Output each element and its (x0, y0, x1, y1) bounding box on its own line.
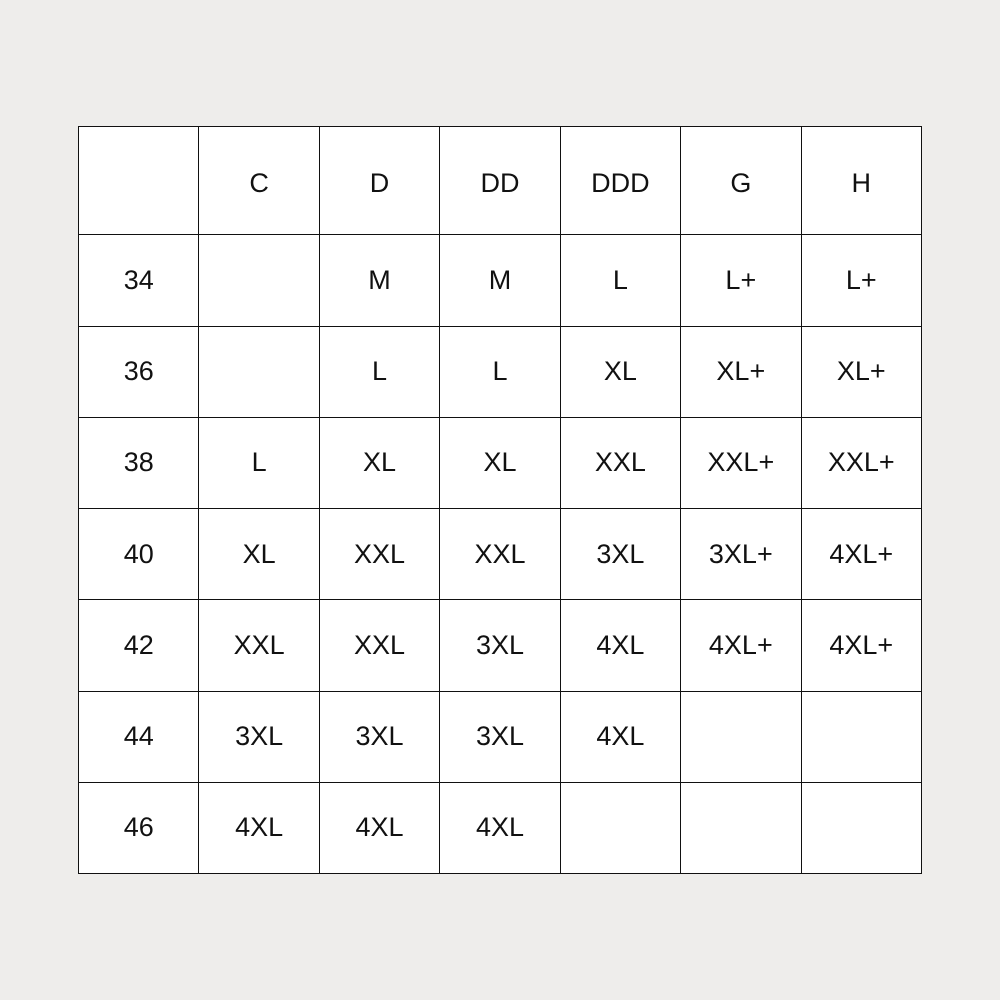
size-cell: 4XL (199, 782, 319, 873)
size-cell: 4XL (560, 600, 680, 691)
cup-size-header: DDD (560, 127, 680, 235)
size-cell: 4XL (319, 782, 439, 873)
size-cell (801, 782, 921, 873)
size-cell: L (560, 235, 680, 326)
size-cell: 3XL (440, 600, 560, 691)
size-cell: 3XL (319, 691, 439, 782)
size-cell: L+ (681, 235, 801, 326)
band-size-label: 46 (79, 782, 199, 873)
table-row (79, 235, 922, 326)
size-cell: XL (560, 326, 680, 417)
size-cell (681, 782, 801, 873)
band-size-label: 36 (79, 326, 199, 417)
size-cell: XL (199, 509, 319, 600)
size-cell: L (199, 417, 319, 508)
size-cell (801, 691, 921, 782)
cup-size-header: C (199, 127, 319, 235)
size-cell: 3XL (560, 509, 680, 600)
header-row (79, 127, 922, 235)
size-cell: 4XL (440, 782, 560, 873)
size-cell: XXL+ (681, 417, 801, 508)
table-row (79, 782, 922, 873)
size-cell (681, 691, 801, 782)
size-cell: XXL (199, 600, 319, 691)
table-row (79, 417, 922, 508)
size-chart-body (79, 127, 922, 874)
size-cell: XXL (319, 509, 439, 600)
size-cell: 3XL+ (681, 509, 801, 600)
size-cell: XXL+ (801, 417, 921, 508)
band-size-label: 38 (79, 417, 199, 508)
size-cell: XL (319, 417, 439, 508)
size-cell: 4XL+ (681, 600, 801, 691)
table-row (79, 326, 922, 417)
size-cell: XL+ (681, 326, 801, 417)
size-cell: M (440, 235, 560, 326)
table-row (79, 691, 922, 782)
size-cell: M (319, 235, 439, 326)
size-cell: 4XL+ (801, 509, 921, 600)
band-size-label: 40 (79, 509, 199, 600)
size-cell (199, 326, 319, 417)
size-cell (199, 235, 319, 326)
size-cell: 4XL+ (801, 600, 921, 691)
corner-cell (79, 127, 199, 235)
size-chart (78, 126, 922, 874)
size-cell: XXL (319, 600, 439, 691)
band-size-label: 34 (79, 235, 199, 326)
size-cell: XXL (440, 509, 560, 600)
size-chart-table (78, 126, 922, 874)
size-cell: L (319, 326, 439, 417)
table-row (79, 600, 922, 691)
size-cell: L (440, 326, 560, 417)
size-cell: XL (440, 417, 560, 508)
size-cell (560, 782, 680, 873)
size-cell: 3XL (440, 691, 560, 782)
cup-size-header: D (319, 127, 439, 235)
band-size-label: 44 (79, 691, 199, 782)
size-cell: L+ (801, 235, 921, 326)
cup-size-header: H (801, 127, 921, 235)
band-size-label: 42 (79, 600, 199, 691)
size-cell: XL+ (801, 326, 921, 417)
size-cell: XXL (560, 417, 680, 508)
cup-size-header: G (681, 127, 801, 235)
table-row (79, 509, 922, 600)
size-cell: 3XL (199, 691, 319, 782)
cup-size-header: DD (440, 127, 560, 235)
size-cell: 4XL (560, 691, 680, 782)
